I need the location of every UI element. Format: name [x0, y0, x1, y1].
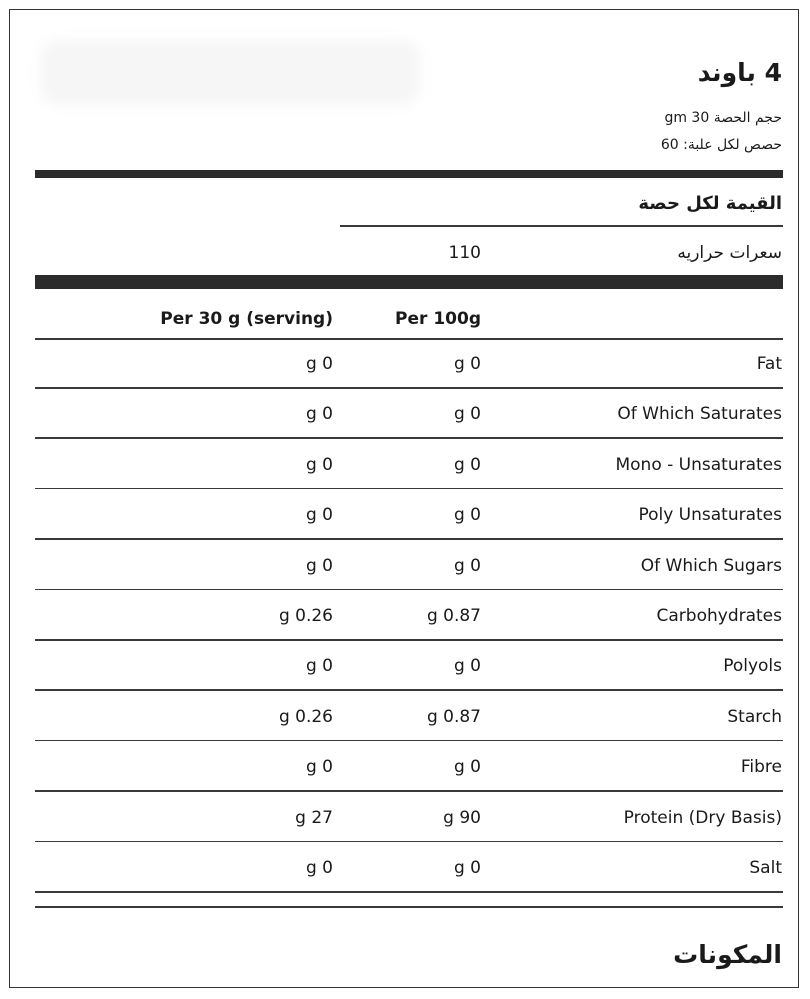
calories-value: 110 — [448, 243, 481, 263]
nutrient-name: Poly Unsaturates — [638, 505, 782, 526]
value-per-serving: g 0 — [305, 757, 333, 778]
thick-divider-middle — [35, 275, 783, 289]
row-divider — [35, 841, 783, 843]
nutrient-name: Of Which Sugars — [640, 555, 782, 576]
row-divider — [35, 639, 783, 641]
value-per-serving: g 0 — [305, 555, 333, 576]
product-title: 4 باوند — [697, 58, 782, 87]
row-divider — [35, 387, 783, 389]
value-per-100g: g 0 — [453, 354, 481, 374]
nutrient-name: Fat — [756, 354, 782, 374]
row-divider — [35, 338, 783, 340]
calories-label: سعرات حراريه — [677, 243, 782, 263]
value-per-100g: g 90 — [443, 807, 481, 828]
value-per-100g: g 0.87 — [426, 706, 481, 727]
value-per-serving: g 0.26 — [278, 706, 333, 727]
value-per-100g: g 0 — [453, 555, 481, 576]
row-divider — [35, 689, 783, 691]
heading-underline — [340, 225, 783, 227]
nutrient-name: Polyols — [723, 656, 782, 677]
value-per-serving: g 0 — [305, 505, 333, 526]
nutrient-name: Starch — [727, 706, 782, 727]
value-per-100g: g 0 — [453, 404, 481, 425]
value-per-serving: g 0 — [305, 454, 333, 475]
value-per-100g: g 0.87 — [426, 606, 481, 626]
nutrient-name: Carbohydrates — [656, 606, 782, 626]
value-per-100g: g 0 — [453, 454, 481, 475]
nutrient-name: Fibre — [740, 757, 782, 778]
nutrient-name: Mono - Unsaturates — [615, 454, 782, 475]
value-per-100g: g 0 — [453, 757, 481, 778]
row-divider — [35, 740, 783, 742]
nutrient-name: Of Which Saturates — [617, 404, 782, 425]
blurred-region — [40, 40, 420, 105]
row-divider — [35, 488, 783, 490]
row-divider — [35, 437, 783, 439]
per-serving-heading: القيمة لكل حصة — [638, 193, 782, 214]
column-header-per-30g: Per 30 g (serving) — [160, 309, 333, 329]
value-per-serving: g 0 — [305, 354, 333, 374]
row-divider — [35, 790, 783, 792]
column-header-per-100g: Per 100g — [395, 309, 481, 329]
value-per-100g: g 0 — [453, 858, 481, 878]
value-per-serving: g 0 — [305, 404, 333, 425]
nutrient-name: Protein (Dry Basis) — [623, 807, 782, 828]
value-per-serving: g 0 — [305, 656, 333, 677]
value-per-serving: g 0 — [305, 858, 333, 878]
bottom-divider — [35, 906, 783, 908]
value-per-100g: g 0 — [453, 656, 481, 677]
row-divider — [35, 538, 783, 540]
serving-size: حجم الحصة 30 gm — [664, 110, 782, 126]
value-per-100g: g 0 — [453, 505, 481, 526]
value-per-serving: g 27 — [295, 807, 333, 828]
nutrient-name: Salt — [749, 858, 782, 878]
thick-divider-top — [35, 170, 783, 178]
ingredients-heading: المكونات — [673, 940, 782, 969]
servings-per-pack: حصص لكل علبة: 60 — [660, 137, 782, 153]
value-per-serving: g 0.26 — [278, 606, 333, 626]
row-divider — [35, 891, 783, 893]
row-divider — [35, 589, 783, 591]
